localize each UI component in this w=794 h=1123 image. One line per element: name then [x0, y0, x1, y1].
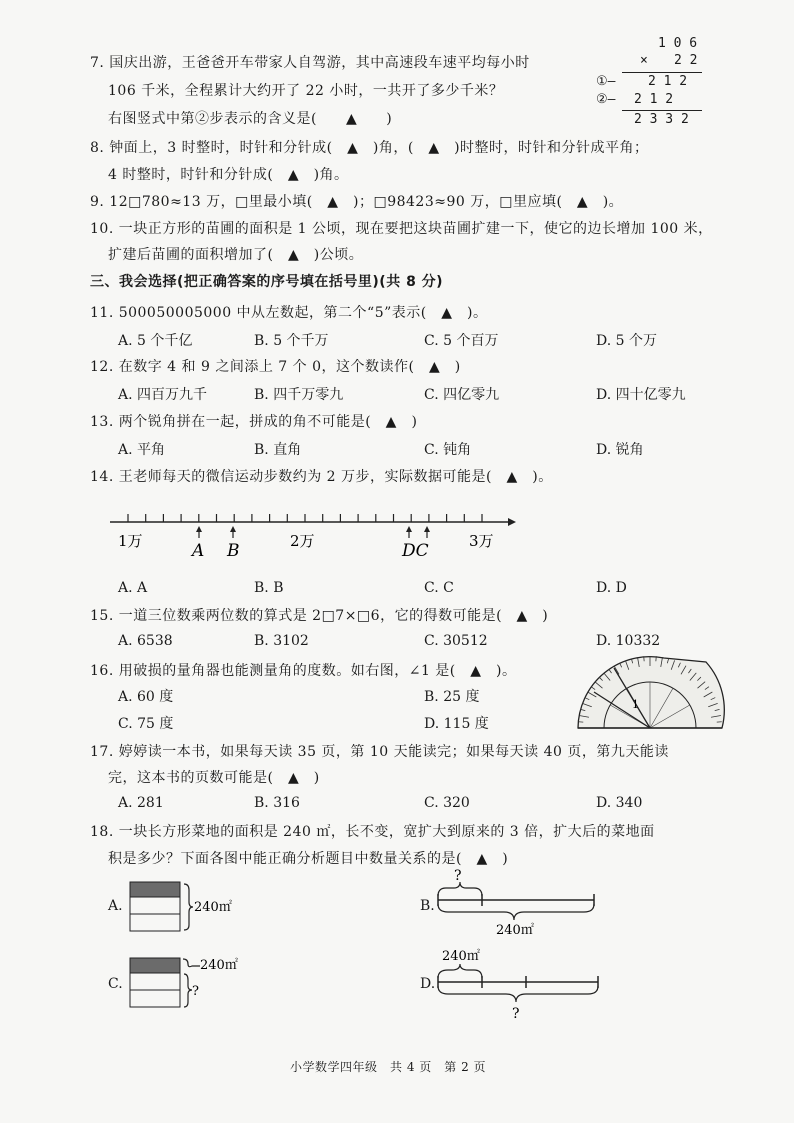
q7-line-2: 106 千米，全程累计大约开了 22 小时，一共开了多少千米？	[108, 83, 504, 99]
marker-b-arrow	[230, 526, 236, 538]
q7-vertical-calculation	[596, 36, 706, 131]
section-3-title: 三、我会选择(把正确答案的序号填在括号里)(共 8 分)	[90, 274, 444, 290]
marker-c-arrow	[424, 526, 430, 538]
q17-line-2: 完，这本书的页数可能是( ▲ )	[108, 770, 320, 786]
q14-option-c[interactable]: C. C	[424, 580, 454, 596]
diagram-d-letter[interactable]: D.	[420, 976, 436, 992]
q10-line-1: 10. 一块正方形的苗圃的面积是 1 公顷，现在要把这块苗圃扩建一下，使它的边长增加 100 米，	[90, 221, 713, 237]
q15-option-d[interactable]: D. 10332	[596, 633, 661, 649]
diagram-d-area: 240㎡	[442, 949, 480, 964]
q16-stem: 16. 用破损的量角器也能测量角的度数。如右图，∠1 是( ▲ )。	[90, 663, 517, 679]
q7-line-3: 右图竖式中第②步表示的含义是( ▲ )	[108, 111, 393, 127]
number-line-mark-dc: DC	[402, 541, 429, 561]
diagram-a-letter[interactable]: A.	[108, 898, 123, 914]
q11-option-a[interactable]: A. 5 个千亿	[118, 333, 193, 349]
diagram-b-letter[interactable]: B.	[420, 898, 435, 914]
calc-step1-label: ①—	[596, 74, 616, 89]
page-footer: 小学数学四年级 共 4 页 第 2 页	[290, 1060, 487, 1074]
q11-stem: 11. 500050005000 中从左数起，第二个“5”表示( ▲ )。	[90, 305, 488, 321]
q13-stem: 13. 两个锐角拼在一起，拼成的角不可能是( ▲ )	[90, 414, 418, 430]
q14-number-line	[100, 502, 520, 572]
q11-option-d[interactable]: D. 5 个万	[596, 333, 657, 349]
number-line-label-2: 2万	[290, 532, 315, 550]
q8-line-1: 8. 钟面上，3 时整时，时针和分针成( ▲ )角，( ▲ )时整时，时针和分针成平角；	[90, 140, 649, 156]
calc-multiplicand: 1 0 6	[658, 36, 698, 51]
q14-option-b[interactable]: B. B	[254, 580, 284, 596]
q14-option-d[interactable]: D. D	[596, 580, 627, 596]
diagram-b-total: 240㎡	[496, 923, 534, 938]
q9-line: 9. 12□780≈13 万，□里最小填( ▲ )；□98423≈90 万，□里应填( ▲ )。	[90, 194, 624, 210]
number-line-label-3: 3万	[469, 532, 494, 550]
diagram-b-question: ?	[454, 868, 462, 884]
q14-stem: 14. 王老师每天的微信运动步数约为 2 万步，实际数据可能是( ▲ )。	[90, 469, 553, 485]
q12-option-a[interactable]: A. 四百万九千	[118, 387, 208, 403]
angle-1-label: 1	[632, 698, 639, 711]
q16-option-b[interactable]: B. 25 度	[424, 689, 480, 705]
q17-option-c[interactable]: C. 320	[424, 795, 470, 811]
diagram-c	[126, 954, 246, 1020]
q12-stem: 12. 在数字 4 和 9 之间添上 7 个 0，这个数读作( ▲ )	[90, 359, 461, 375]
number-line-label-1: 1万	[118, 532, 143, 550]
calc-step2-value: 2 1 2	[634, 92, 674, 107]
q17-option-d[interactable]: D. 340	[596, 795, 643, 811]
q11-option-b[interactable]: B. 5 个千万	[254, 333, 329, 349]
q17-line-1: 17. 婷婷读一本书，如果每天读 35 页，第 10 天能读完；如果每天读 40 页，第九天能读	[90, 744, 669, 760]
calc-rule-2	[622, 110, 702, 111]
calc-step2-label: ②—	[596, 92, 616, 107]
q12-option-d[interactable]: D. 四十亿零九	[596, 387, 686, 403]
diagram-d-question: ?	[512, 1006, 520, 1022]
calc-product: 2 3 3 2	[634, 112, 689, 127]
q13-option-a[interactable]: A. 平角	[118, 442, 166, 458]
marker-a-arrow	[196, 526, 202, 538]
q16-option-d[interactable]: D. 115 度	[424, 716, 489, 732]
q16-option-c[interactable]: C. 75 度	[118, 716, 174, 732]
q12-option-c[interactable]: C. 四亿零九	[424, 387, 500, 403]
q12-option-b[interactable]: B. 四千万零九	[254, 387, 344, 403]
q11-option-c[interactable]: C. 5 个百万	[424, 333, 499, 349]
diagram-d	[434, 944, 634, 1024]
q7-line-1: 7. 国庆出游，王爸爸开车带家人自驾游，其中高速段车速平均每小时	[90, 55, 530, 71]
calc-multiplier: 2 2	[674, 53, 698, 68]
calc-step1-value: 2 1 2	[648, 74, 688, 89]
q17-option-b[interactable]: B. 316	[254, 795, 300, 811]
q13-option-d[interactable]: D. 锐角	[596, 442, 644, 458]
diagram-c-letter[interactable]: C.	[108, 976, 123, 992]
number-line-mark-a: A	[192, 541, 205, 561]
broken-protractor-figure	[574, 652, 724, 732]
marker-d-arrow	[406, 526, 412, 538]
q8-line-2: 4 时整时，时针和分针成( ▲ )角。	[108, 167, 349, 183]
q17-option-a[interactable]: A. 281	[118, 795, 164, 811]
q15-stem: 15. 一道三位数乘两位数的算式是 2□7×□6，它的得数可能是( ▲ )	[90, 608, 549, 624]
q16-option-a[interactable]: A. 60 度	[118, 689, 174, 705]
diagram-a	[126, 880, 236, 940]
number-line-mark-b: B	[227, 541, 240, 561]
q15-option-a[interactable]: A. 6538	[118, 633, 173, 649]
q18-line-1: 18. 一块长方形菜地的面积是 240 ㎡，长不变，宽扩大到原来的 3 倍，扩大后的菜地面	[90, 824, 655, 840]
calc-times-sign: ×	[640, 53, 648, 68]
diagram-b	[434, 866, 634, 936]
q13-option-b[interactable]: B. 直角	[254, 442, 302, 458]
diagram-c-question: ?	[192, 984, 199, 999]
number-line-ticks	[128, 514, 482, 522]
q15-option-b[interactable]: B. 3102	[254, 633, 309, 649]
q14-option-a[interactable]: A. A	[118, 580, 148, 596]
q15-option-c[interactable]: C. 30512	[424, 633, 488, 649]
calc-rule-1	[622, 72, 702, 73]
q13-option-c[interactable]: C. 钝角	[424, 442, 472, 458]
q18-line-2: 积是多少？下面各图中能正确分析题目中数量关系的是( ▲ )	[108, 851, 509, 867]
diagram-a-label: 240㎡	[194, 900, 232, 915]
q10-line-2: 扩建后苗圃的面积增加了( ▲ )公顷。	[108, 247, 364, 263]
diagram-c-label: 240㎡	[200, 958, 238, 973]
